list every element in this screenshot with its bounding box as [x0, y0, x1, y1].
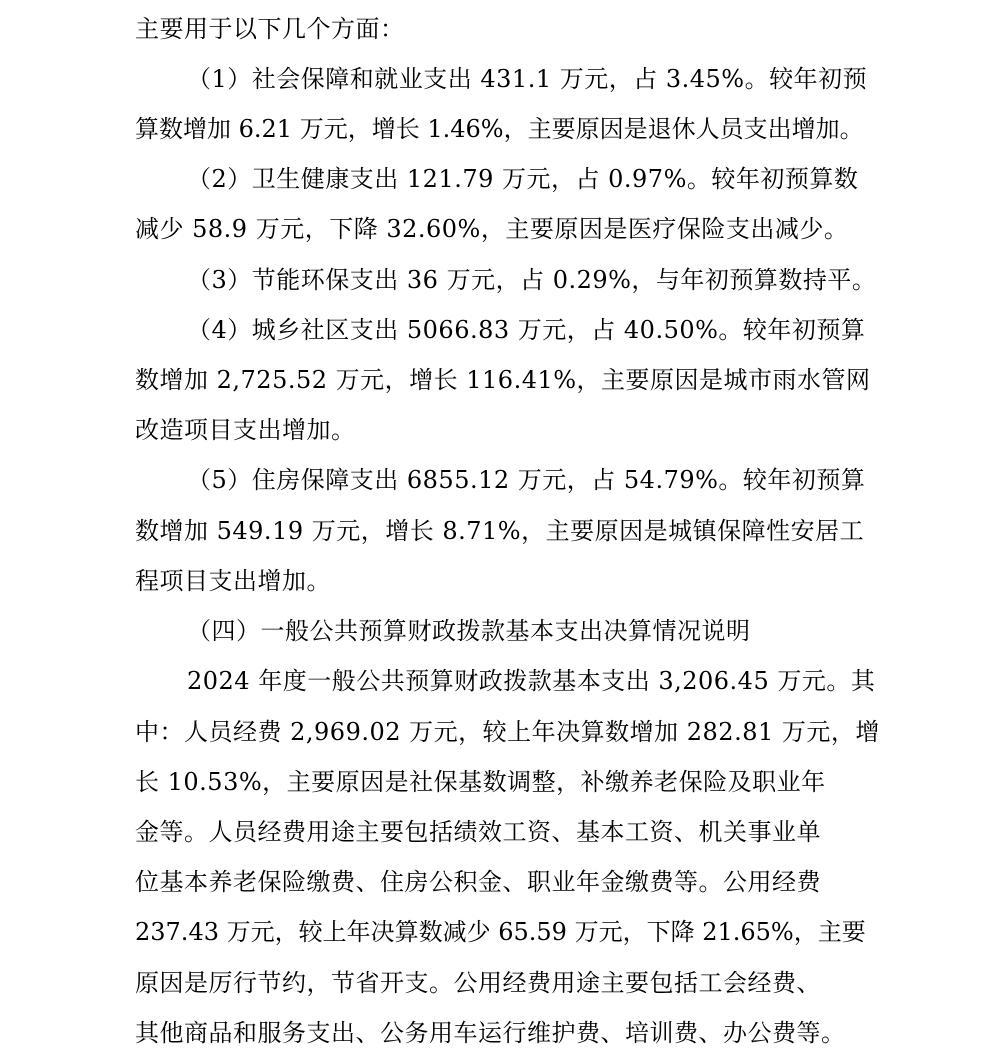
text-line: 金等。人员经费用途主要包括绩效工资、基本工资、机关事业单 [135, 818, 821, 846]
text-line: 数增加 549.19 万元，增长 8.71%，主要原因是城镇保障性安居工 [135, 517, 865, 545]
text-line: （4）城乡社区支出 5066.83 万元，占 40.50%。较年初预算 [187, 316, 866, 344]
text-line: 改造项目支出增加。 [135, 416, 356, 444]
text-line: 长 10.53%，主要原因是社保基数调整，补缴养老保险及职业年 [135, 768, 826, 796]
text-line: 原因是厉行节约，节省开支。公用经费用途主要包括工会经费、 [135, 969, 821, 997]
text-line: 减少 58.9 万元，下降 32.60%，主要原因是医疗保险支出减少。 [135, 215, 849, 243]
text-line: 中：人员经费 2,969.02 万元，较上年决算数增加 282.81 万元，增 [135, 718, 880, 746]
text-line: 主要用于以下几个方面： [135, 15, 405, 43]
text-line: 程项目支出增加。 [135, 567, 331, 595]
text-line: 算数增加 6.21 万元，增长 1.46%，主要原因是退休人员支出增加。 [135, 115, 864, 143]
text-line: 其他商品和服务支出、公务用车运行维护费、培训费、办公费等。 [135, 1019, 846, 1047]
section-heading: （四）一般公共预算财政拨款基本支出决算情况说明 [187, 617, 751, 645]
text-line: 237.43 万元，较上年决算数减少 65.59 万元，下降 21.65%，主要 [135, 918, 866, 946]
text-line: 位基本养老保险缴费、住房公积金、职业年金缴费等。公用经费 [135, 868, 821, 896]
text-line: （1）社会保障和就业支出 431.1 万元，占 3.45%。较年初预 [187, 65, 868, 93]
text-line: （3）节能环保支出 36 万元，占 0.29%，与年初预算数持平。 [187, 266, 877, 294]
text-line: 2024 年度一般公共预算财政拨款基本支出 3,206.45 万元。其 [187, 667, 876, 695]
text-line: （5）住房保障支出 6855.12 万元，占 54.79%。较年初预算 [187, 466, 866, 494]
text-line: （2）卫生健康支出 121.79 万元，占 0.97%。较年初预算数 [187, 165, 859, 193]
text-line: 数增加 2,725.52 万元，增长 116.41%，主要原因是城市雨水管网 [135, 366, 871, 394]
